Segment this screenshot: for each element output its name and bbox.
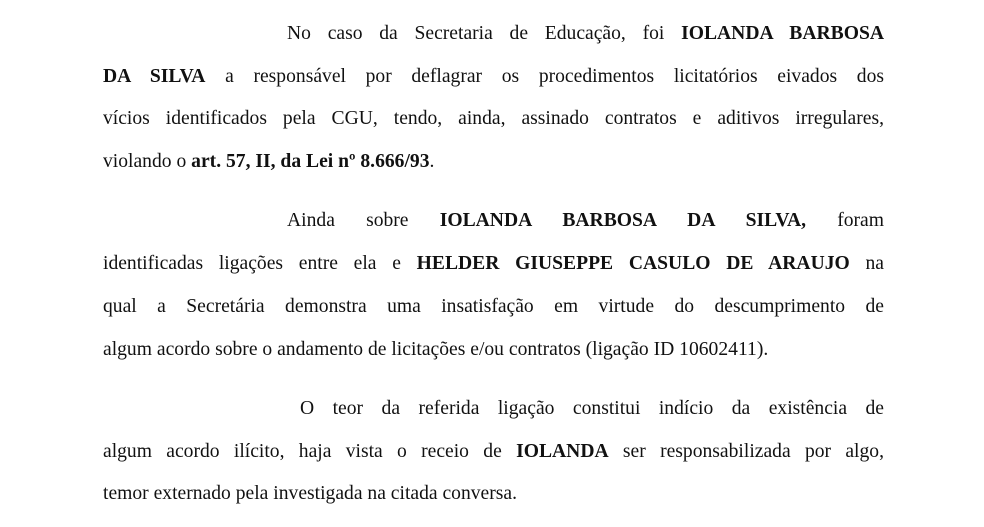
bold-name: IOLANDA [516, 441, 609, 462]
text-run: violando o [103, 151, 192, 172]
bold-law-reference: art. 57, II, da Lei nº 8.666/93 [191, 151, 430, 172]
bold-name: HELDER GIUSEPPE CASULO DE ARAUJO [416, 253, 850, 274]
bold-name: IOLANDA BARBOSA DA SILVA, [439, 210, 807, 231]
paragraph-1-line-4 [103, 149, 884, 175]
paragraph-3-line-2 [103, 439, 884, 465]
text-run: algum acordo sobre o andamento de licitações e/ou contratos (ligação ID 10602411). [103, 339, 769, 360]
paragraph-3-line-3 [103, 481, 884, 507]
paragraph-2-line-4 [103, 337, 884, 363]
text-run: O teor da referida ligação constitui indício da existência de [300, 398, 884, 419]
paragraph-2-line-3 [103, 294, 884, 320]
bold-name: DA SILVA [103, 66, 206, 87]
text-run: identificadas ligações entre ela e [103, 253, 417, 274]
text-run: qual a Secretária demonstra uma insatisfação em virtude do descumprimento de [103, 296, 884, 317]
bold-name: IOLANDA BARBOSA [681, 23, 884, 44]
text-run: Ainda sobre [287, 210, 440, 231]
text-run: na [849, 253, 884, 274]
text-run: a responsável por deflagrar os procedimentos licitatórios eivados dos [205, 66, 885, 87]
text-run: No caso da Secretaria de Educação, foi [287, 23, 682, 44]
paragraph-2-line-1 [287, 208, 884, 234]
text-run: ser responsabilizada por algo, [608, 441, 884, 462]
text-run: vícios identificados pela CGU, tendo, ainda, assinado contratos e aditivos irregulares, [103, 108, 884, 129]
text-run: temor externado pela investigada na citada conversa. [103, 483, 518, 504]
paragraph-1-line-3 [103, 106, 884, 132]
text-run: algum acordo ilícito, haja vista o receio de [103, 441, 517, 462]
paragraph-1-line-1 [287, 21, 884, 47]
paragraph-3-line-1 [300, 396, 884, 422]
paragraph-2-line-2 [103, 251, 884, 277]
text-run: foram [806, 210, 884, 231]
text-run: . [429, 151, 435, 172]
paragraph-1-line-2 [103, 64, 884, 90]
